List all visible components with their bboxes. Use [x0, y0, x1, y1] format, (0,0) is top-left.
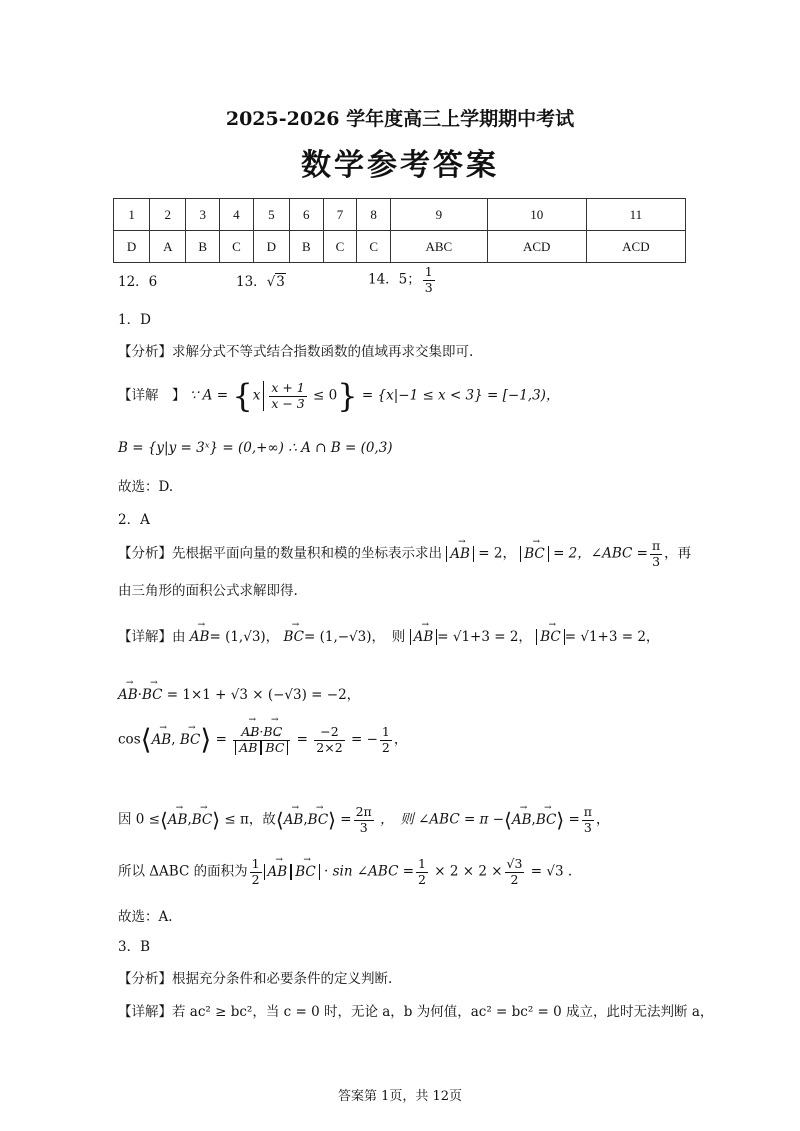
detail-text: = √1+3 = 2，	[564, 629, 660, 645]
q2-analysis-line2: 由三角形的面积公式求解即得.	[118, 583, 298, 599]
detail-tag: 【详解】	[118, 1004, 172, 1020]
doc-subtitle: 数学参考答案	[301, 148, 499, 183]
q3-detail	[118, 1006, 713, 1020]
set-a-def: ∵ A =	[189, 387, 229, 404]
table-cell: 11	[586, 199, 685, 231]
q2-detail-line1	[118, 631, 659, 645]
table-cell: D	[253, 231, 289, 263]
fraction-denominator: 3	[424, 279, 433, 295]
q1-heading: 1．D	[118, 312, 151, 328]
analysis-text: 先根据平面向量的数量积和模的坐标表示求出	[172, 545, 442, 562]
answer-table	[113, 198, 686, 263]
q2-cos-line: cos⟨→ AB, → BC⟩ = → AB·→ BC → AB→ BC = $\frac{-2}{2\times 2}$ = − $\frac{1}{2}$ ，	[118, 726, 407, 754]
q13-radicand: 3	[276, 274, 285, 290]
q1-detail-line2: B = {y|y = 3ˣ} = (0,+∞) ∴ A ∩ B = (0,3)	[118, 440, 393, 456]
fraction-denominator	[233, 741, 290, 755]
table-cell: B	[186, 231, 220, 263]
range-text: =	[340, 811, 352, 828]
fraction-numerator: 1	[381, 724, 390, 739]
table-cell: A	[150, 231, 186, 263]
fraction-denominator: 2	[510, 871, 519, 887]
answer-table-answers-row	[114, 231, 686, 263]
q1-detail-line1: 【详解 】 ∵ A = {x $\frac{x + 1}{x - 3}$ ≤ 0} = {x|−1 ≤ x < 3} = [−1,3)，	[118, 377, 560, 415]
vector-bc: → BC	[524, 548, 545, 562]
q3-analysis	[118, 973, 392, 987]
two-pi-over-3	[354, 806, 374, 834]
vector-ab: → AB	[284, 814, 304, 828]
analysis-text: = 2，∠ABC =	[553, 545, 648, 562]
fraction-denominator: 3	[583, 819, 592, 835]
range-text: =	[568, 811, 580, 828]
area-text: = √3 .	[530, 863, 573, 880]
fraction-numerator: π	[651, 538, 661, 553]
exam-title: 2025-2026 学年度高三上学期期中考试	[225, 108, 575, 130]
fraction-denominator: x − 3	[271, 395, 305, 411]
vector-bc: → BC	[283, 631, 304, 645]
analysis-text: 根据充分条件和必要条件的定义判断.	[172, 971, 393, 987]
analysis-tag: 【分析】	[118, 971, 172, 987]
q13-answer	[236, 276, 286, 290]
table-cell: 6	[289, 199, 323, 231]
q14-answer	[368, 266, 437, 294]
dot-product-result: = 1×1 + √3 × (−√3) = −2，	[166, 687, 361, 703]
q2-heading: 2．A	[118, 512, 150, 528]
vector-ab-norm	[410, 629, 438, 645]
vector-ab: → AB	[241, 726, 259, 739]
detail-text: 由	[172, 629, 186, 645]
range-text: 因 0 ≤	[118, 811, 160, 828]
table-cell: B	[289, 231, 323, 263]
table-cell: D	[114, 231, 150, 263]
table-cell: 7	[323, 199, 357, 231]
right-brace: }	[337, 377, 358, 415]
fraction-numerator: 1	[418, 856, 426, 871]
vector-bc: → BC	[192, 814, 213, 828]
cos-numeric-fraction	[314, 726, 344, 754]
fraction-denominator: 2	[418, 871, 426, 887]
fraction-denominator: 2×2	[316, 739, 343, 755]
vector-bc: → BC	[263, 726, 282, 739]
fraction-denominator: 3	[652, 553, 661, 569]
table-cell: ACD	[487, 231, 586, 263]
analysis-tag: 【分析】	[118, 545, 172, 562]
detail-text: = (1,√3)，	[209, 629, 280, 645]
left-brace: {	[232, 377, 253, 415]
area-text: 所以 ΔABC 的面积为	[118, 863, 248, 880]
vector-bc: → BC	[540, 631, 561, 645]
fraction-numerator: 1	[251, 856, 260, 871]
table-cell: C	[357, 231, 391, 263]
q2-analysis-line1	[118, 540, 691, 568]
sqrt-symbol: √3	[266, 274, 285, 290]
q2-dot-product: → AB·→ BC = 1×1 + √3 × (−√3) = −2，	[118, 689, 360, 703]
analysis-tag: 【分析】	[118, 344, 172, 360]
range-text: ≤ π，故	[224, 811, 276, 828]
vector-ab: → AB	[168, 814, 188, 828]
detail-text: = √1+3 = 2，	[437, 629, 532, 645]
answer-table-numbers-row	[114, 199, 686, 231]
one-half	[416, 858, 428, 886]
q13-label: 13．	[236, 274, 267, 290]
vector-bc: → BC	[265, 742, 284, 755]
vector-ab-norm	[446, 546, 474, 562]
detail-tag: 【详解】	[118, 629, 172, 645]
area-text: · sin ∠ABC =	[324, 863, 415, 880]
table-cell: 5	[253, 199, 289, 231]
fraction-numerator: 1	[424, 264, 433, 279]
q2-area-line	[118, 858, 572, 886]
inequality-rhs: ≤ 0	[313, 387, 338, 404]
fraction-denominator: 2	[251, 871, 260, 887]
vector-ab: → AB	[239, 742, 257, 755]
cos-equals: = −	[350, 731, 378, 748]
one-half	[380, 726, 392, 754]
detail-text: = (1,−√3)， 则	[304, 629, 406, 645]
cos-label: cos	[118, 731, 141, 748]
vector-ab: → AB	[268, 866, 288, 880]
cos-fraction	[233, 726, 290, 754]
vector-bc: → BC	[142, 689, 163, 703]
table-cell: C	[220, 231, 254, 263]
q3-heading: 3．B	[118, 939, 151, 955]
vector-ab: → AB	[190, 631, 210, 645]
page-footer: 答案第 1页，共 12页	[337, 1089, 463, 1104]
analysis-text: ，再	[664, 545, 692, 562]
vector-ab: → AB	[152, 734, 172, 748]
q1-conclusion: 故选：D.	[118, 479, 174, 495]
detail-tag: 【详解 】	[118, 387, 186, 404]
range-text: ， 则 ∠ABC = π −	[380, 811, 505, 828]
vector-bc: → BC	[295, 866, 316, 880]
table-cell: C	[323, 231, 357, 263]
table-cell: 10	[487, 199, 586, 231]
vector-bc: → BC	[308, 814, 329, 828]
pi-over-3	[650, 540, 662, 568]
fraction-denominator: 3	[359, 819, 368, 835]
pi-over-3	[582, 806, 594, 834]
vector-bc: → BC	[180, 734, 201, 748]
one-half	[250, 858, 262, 886]
detail-text: 若 ac² ≥ bc²，当 c = 0 时，无论 a，b 为何值，ac² = bc² = 0 成立，此时无法判断 a，	[172, 1004, 714, 1020]
vector-bc-norm	[536, 629, 565, 645]
fraction-numerator: π	[583, 804, 592, 819]
table-cell: 3	[186, 199, 220, 231]
vector-ab: → AB	[118, 689, 138, 703]
q12-answer: 12．6	[118, 274, 158, 290]
analysis-text: = 2，	[478, 545, 516, 562]
fraction-numerator: x + 1	[271, 380, 305, 395]
table-cell: 8	[357, 199, 391, 231]
analysis-text: 求解分式不等式结合指数函数的值域再求交集即可.	[172, 344, 474, 360]
vector-bc: → BC	[536, 814, 557, 828]
table-cell: 2	[150, 199, 186, 231]
table-cell: ABC	[391, 231, 488, 263]
table-cell: 1	[114, 199, 150, 231]
q14-fraction	[423, 266, 435, 294]
q14-label: 14．5；	[368, 271, 421, 288]
vector-ab: → AB	[450, 548, 470, 562]
fraction-denominator: 2	[381, 739, 390, 755]
fraction-numerator: → AB·→ BC	[233, 726, 290, 741]
q2-angle-range: 因 0 ≤⟨→ AB,→ BC⟩ ≤ π，故⟨→ AB,→ BC⟩ = $\frac{2\pi}{3}$ ， 则 ∠ABC = π −⟨→ AB,→ BC⟩ = $\frac{\pi}{3}$ ，	[118, 806, 609, 834]
q2-conclusion: 故选：A.	[118, 909, 173, 925]
area-text: × 2 × 2 ×	[434, 863, 503, 880]
set-a-result: = {x|−1 ≤ x < 3} = [−1,3)，	[361, 387, 560, 404]
q1-analysis	[118, 346, 473, 360]
vector-ab: → AB	[512, 814, 532, 828]
table-cell: 9	[391, 199, 488, 231]
fraction-numerator: −2	[314, 726, 344, 741]
fraction-numerator: 2π	[355, 804, 372, 819]
table-cell: ACD	[586, 231, 685, 263]
vector-ab: → AB	[414, 631, 434, 645]
sqrt3-over-2	[505, 858, 525, 886]
table-cell: 4	[220, 199, 254, 231]
vector-bc-norm	[520, 546, 549, 562]
inequality-fraction	[269, 382, 306, 410]
fraction-numerator: √3	[506, 856, 523, 871]
